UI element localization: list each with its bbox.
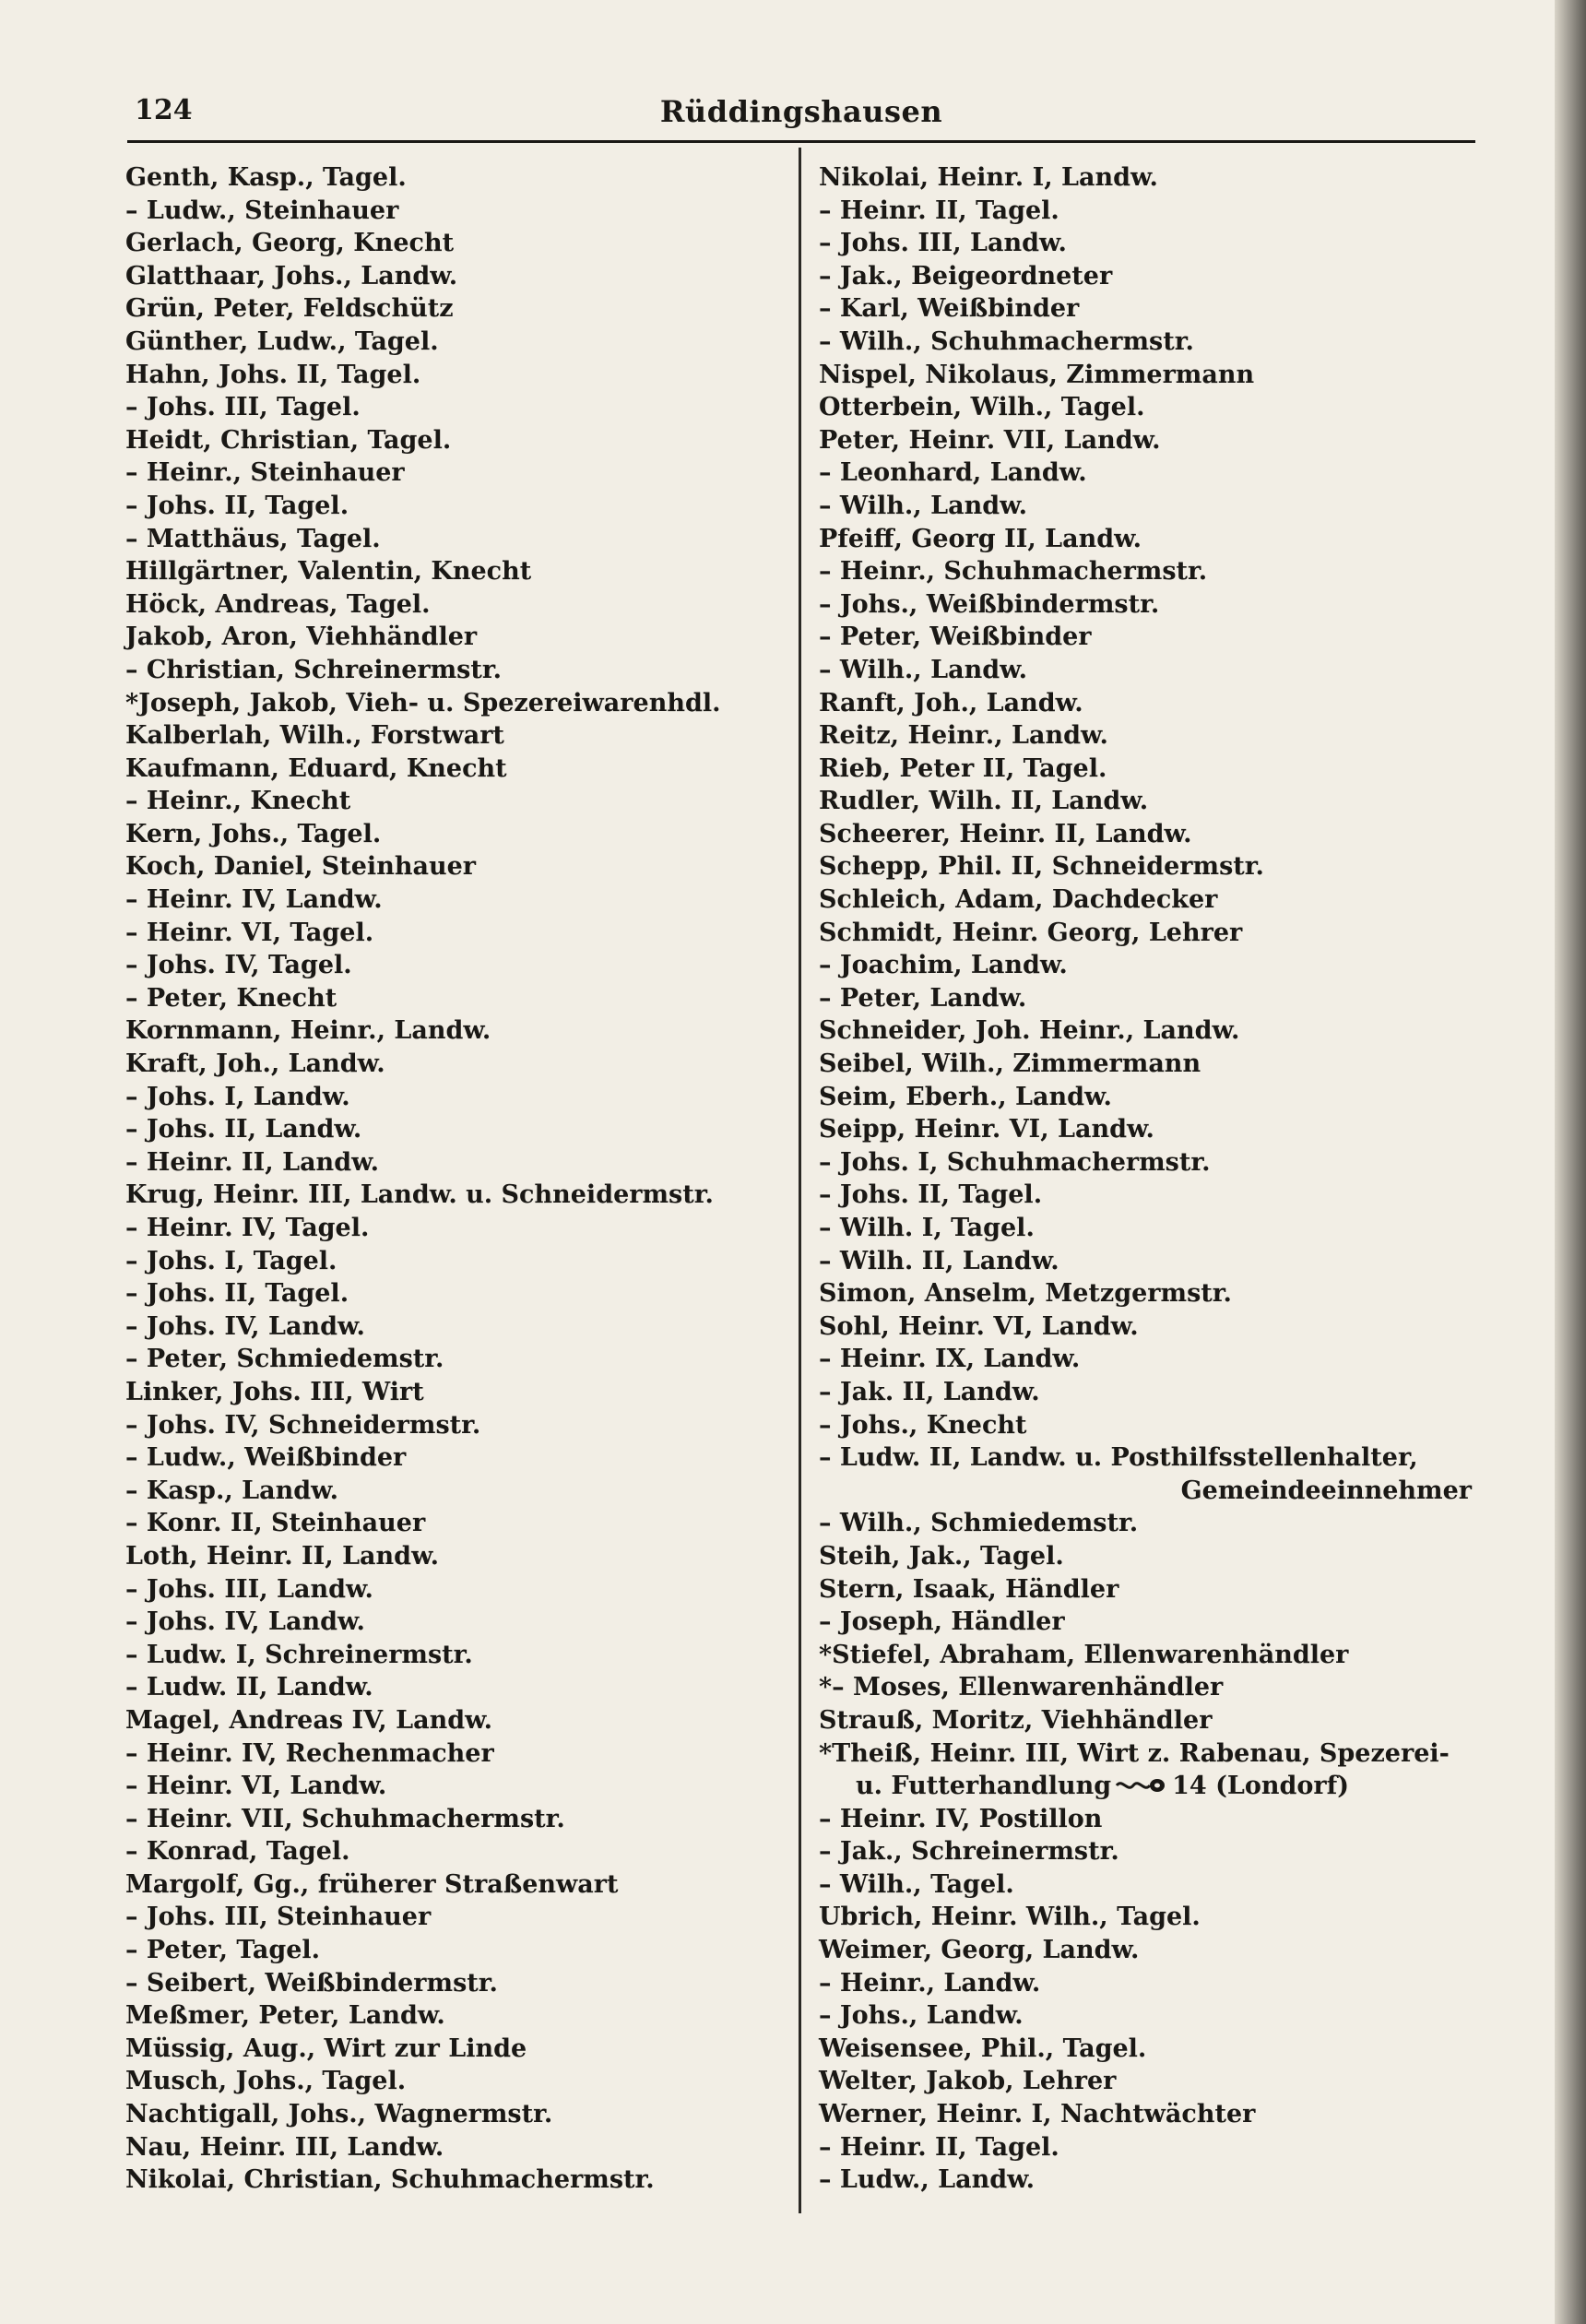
directory-entry: – Heinr. VI, Landw. — [125, 1772, 387, 1801]
directory-entry: Steih, Jak., Tagel. — [819, 1541, 1064, 1571]
directory-entry: – Ludw. II, Landw. u. Posthilfsstellenhalter, — [819, 1443, 1418, 1473]
directory-entry: Nau, Heinr. III, Landw. — [125, 2132, 444, 2162]
directory-entry: Weimer, Georg, Landw. — [819, 1936, 1140, 1965]
directory-entry: – Peter, Schmiedemstr. — [125, 1345, 444, 1374]
directory-entry: Müssig, Aug., Wirt zur Linde — [125, 2034, 527, 2063]
directory-entry: Seim, Eberh., Landw. — [819, 1082, 1112, 1111]
directory-entry: – Heinr., Landw. — [819, 1968, 1041, 1998]
directory-entry: – Johs. II, Tagel. — [125, 1279, 349, 1309]
directory-entry: *Joseph, Jakob, Vieh- u. Spezereiwarenhdl. — [125, 688, 721, 717]
directory-entry: – Matthäus, Tagel. — [125, 524, 381, 553]
directory-entry: Nikolai, Heinr. I, Landw. — [819, 163, 1158, 192]
directory-entry: – Jak., Schreinermstr. — [819, 1837, 1119, 1867]
directory-entry: – Wilh., Landw. — [819, 655, 1028, 684]
directory-entry: – Johs. III, Landw. — [819, 229, 1067, 258]
directory-entry: – Johs. II, Tagel. — [125, 491, 349, 520]
directory-entry: – Johs. I, Landw. — [125, 1082, 350, 1111]
directory-entry: – Heinr. IX, Landw. — [819, 1345, 1081, 1374]
directory-entry: – Johs. IV, Landw. — [125, 1311, 365, 1341]
directory-entry: Schmidt, Heinr. Georg, Lehrer — [819, 918, 1243, 947]
directory-entry: – Wilh., Schuhmachermstr. — [819, 326, 1194, 356]
directory-entry: – Johs. IV, Landw. — [125, 1607, 365, 1637]
directory-entry: Rudler, Wilh. II, Landw. — [819, 787, 1149, 816]
directory-entry: Ranft, Joh., Landw. — [819, 688, 1083, 717]
directory-entry: – Heinr. IV, Tagel. — [125, 1214, 370, 1242]
directory-entry: Simon, Anselm, Metzgermstr. — [819, 1279, 1232, 1309]
directory-entry: – Ludw., Steinhauer — [125, 196, 399, 225]
directory-entry: Nachtigall, Johs., Wagnermstr. — [125, 2100, 553, 2129]
directory-entry: Seibel, Wilh., Zimmermann — [819, 1049, 1201, 1079]
directory-entry: – Johs. III, Landw. — [125, 1574, 373, 1604]
directory-entry: Meßmer, Peter, Landw. — [125, 2001, 445, 2031]
directory-entry: Nispel, Nikolaus, Zimmermann — [819, 360, 1255, 389]
column-divider — [799, 148, 801, 2213]
directory-entry: Musch, Johs., Tagel. — [125, 2067, 407, 2096]
directory-entry: Magel, Andreas IV, Landw. — [125, 1705, 493, 1735]
directory-entry: – Seibert, Weißbindermstr. — [125, 1968, 498, 1998]
directory-entry: – Heinr., Schuhmachermstr. — [819, 557, 1208, 587]
directory-entry: – Ludw. I, Schreinermstr. — [125, 1640, 473, 1669]
directory-entry: Heidt, Christian, Tagel. — [125, 425, 452, 455]
directory-entry: Margolf, Gg., früherer Straßenwart — [125, 1869, 619, 1899]
directory-entry: – Peter, Knecht — [125, 983, 337, 1013]
directory-entry: Höck, Andreas, Tagel. — [125, 589, 431, 619]
directory-entry: – Peter, Landw. — [819, 983, 1027, 1013]
directory-entry: Ubrich, Heinr. Wilh., Tagel. — [819, 1903, 1201, 1932]
directory-entry: – Peter, Weißbinder — [819, 622, 1092, 652]
directory-entry: – Heinr. II, Tagel. — [819, 2132, 1059, 2162]
directory-entry: Schepp, Phil. II, Schneidermstr. — [819, 852, 1264, 882]
directory-entry: Günther, Ludw., Tagel. — [125, 326, 439, 356]
directory-entry: Welter, Jakob, Lehrer — [819, 2067, 1117, 2096]
directory-entry: – Johs. II, Landw. — [125, 1115, 362, 1144]
directory-entry: Kaufmann, Eduard, Knecht — [125, 753, 507, 783]
directory-entry: Scheerer, Heinr. II, Landw. — [819, 819, 1192, 848]
directory-entry: Hillgärtner, Valentin, Knecht — [125, 557, 532, 587]
directory-entry: Grün, Peter, Feldschütz — [125, 294, 454, 324]
directory-entry: Gemeindeeinnehmer — [1180, 1476, 1472, 1505]
directory-entry: – Heinr. IV, Landw. — [125, 885, 383, 915]
directory-entry: – Jak. II, Landw. — [819, 1377, 1040, 1406]
directory-entry: – Ludw., Landw. — [819, 2165, 1036, 2195]
directory-entry — [819, 1770, 1475, 1803]
directory-entry: – Peter, Tagel. — [125, 1936, 321, 1965]
directory-entry: – Heinr., Knecht — [125, 787, 351, 816]
entry-text: u. Futterhandlung — [856, 1772, 1112, 1801]
page-edge-shadow — [1555, 0, 1586, 2324]
directory-entry: – Johs., Weißbindermstr. — [819, 589, 1160, 619]
directory-entry: – Johs. I, Tagel. — [125, 1246, 337, 1275]
directory-entry: – Heinr. VI, Tagel. — [125, 918, 374, 947]
running-title: Rüddingshausen — [659, 94, 943, 129]
directory-entry: Werner, Heinr. I, Nachtwächter — [819, 2100, 1256, 2129]
telephone-number: 14 (Londorf) — [1172, 1772, 1350, 1801]
directory-entry: – Johs. III, Tagel. — [125, 393, 361, 422]
directory-entry: – Johs. I, Schuhmachermstr. — [819, 1147, 1211, 1177]
directory-entry: Reitz, Heinr., Landw. — [819, 721, 1108, 751]
directory-entry: – Leonhard, Landw. — [819, 458, 1087, 488]
directory-entry: Seipp, Heinr. VI, Landw. — [819, 1115, 1154, 1144]
directory-entry: – Johs. IV, Tagel. — [125, 951, 352, 980]
directory-entry: – Joachim, Landw. — [819, 951, 1068, 980]
directory-entry: – Johs. II, Tagel. — [819, 1180, 1043, 1210]
directory-entry: – Heinr. IV, Rechenmacher — [125, 1738, 494, 1768]
directory-entry: – Heinr. VII, Schuhmachermstr. — [125, 1804, 565, 1833]
directory-entry: – Jak., Beigeordneter — [819, 261, 1113, 290]
directory-entry: – Heinr. II, Tagel. — [819, 196, 1059, 225]
telephone-icon — [1115, 1776, 1166, 1795]
directory-entry: – Heinr., Steinhauer — [125, 458, 405, 488]
directory-entry: Sohl, Heinr. VI, Landw. — [819, 1311, 1139, 1341]
directory-entry: – Wilh. II, Landw. — [819, 1246, 1059, 1275]
directory-entry: – Johs. IV, Schneidermstr. — [125, 1410, 481, 1440]
directory-entry: – Wilh., Landw. — [819, 491, 1028, 520]
directory-entry: Genth, Kasp., Tagel. — [125, 163, 407, 192]
directory-entry: Hahn, Johs. II, Tagel. — [125, 360, 421, 389]
right-column — [819, 161, 1475, 2197]
directory-entry: Stern, Isaak, Händler — [819, 1574, 1119, 1604]
directory-entry: – Johs. III, Steinhauer — [125, 1903, 432, 1932]
directory-entry: – Wilh., Tagel. — [819, 1869, 1014, 1899]
directory-entry: Glatthaar, Johs., Landw. — [125, 261, 458, 290]
directory-entry: Rieb, Peter II, Tagel. — [819, 753, 1107, 783]
directory-entry: Weisensee, Phil., Tagel. — [819, 2034, 1147, 2063]
directory-entry: Kraft, Joh., Landw. — [125, 1049, 385, 1079]
directory-entry: Nikolai, Christian, Schuhmachermstr. — [125, 2165, 655, 2195]
directory-entry: Strauß, Moritz, Viehhändler — [819, 1705, 1213, 1735]
header-rule — [127, 140, 1475, 143]
directory-entry: – Joseph, Händler — [819, 1607, 1065, 1637]
page-header — [127, 92, 1475, 140]
directory-entry: – Kasp., Landw. — [125, 1476, 339, 1505]
directory-entry: Schleich, Adam, Dachdecker — [819, 885, 1218, 915]
directory-entry: *Stiefel, Abraham, Ellenwarenhändler — [819, 1640, 1349, 1669]
directory-entry: *Theiß, Heinr. III, Wirt z. Rabenau, Spezerei- — [819, 1738, 1450, 1768]
directory-entry: Kalberlah, Wilh., Forstwart — [125, 721, 504, 751]
directory-entry: – Konrad, Tagel. — [125, 1837, 350, 1867]
directory-entry: – Wilh. I, Tagel. — [819, 1214, 1035, 1242]
directory-entry: Linker, Johs. III, Wirt — [125, 1377, 424, 1406]
directory-entry: Gerlach, Georg, Knecht — [125, 229, 455, 258]
directory-entry: Kornmann, Heinr., Landw. — [125, 1016, 491, 1046]
directory-entry: Otterbein, Wilh., Tagel. — [819, 393, 1145, 422]
directory-entry: Krug, Heinr. III, Landw. u. Schneidermstr. — [125, 1180, 714, 1210]
directory-entry: – Wilh., Schmiedemstr. — [819, 1509, 1139, 1538]
directory-entry: – Ludw. II, Landw. — [125, 1673, 373, 1702]
page-number: 124 — [135, 94, 193, 126]
directory-entry: Loth, Heinr. II, Landw. — [125, 1541, 439, 1571]
left-column — [125, 161, 789, 2197]
directory-entry: Koch, Daniel, Steinhauer — [125, 852, 476, 882]
directory-entry: – Heinr. II, Landw. — [125, 1147, 379, 1177]
directory-entry: – Konr. II, Steinhauer — [125, 1509, 426, 1538]
directory-entry: Kern, Johs., Tagel. — [125, 819, 382, 848]
directory-entry: – Christian, Schreinermstr. — [125, 655, 503, 684]
directory-entry: – Heinr. IV, Postillon — [819, 1804, 1103, 1833]
directory-entry: Peter, Heinr. VII, Landw. — [819, 425, 1161, 455]
directory-entry: *– Moses, Ellenwarenhändler — [819, 1673, 1224, 1702]
directory-entry: – Karl, Weißbinder — [819, 294, 1080, 324]
directory-entry: – Johs., Knecht — [819, 1410, 1027, 1440]
directory-entry: Jakob, Aron, Viehhändler — [125, 622, 478, 652]
directory-entry: Pfeiff, Georg II, Landw. — [819, 524, 1142, 553]
directory-entry: Schneider, Joh. Heinr., Landw. — [819, 1016, 1240, 1046]
directory-entry: – Johs., Landw. — [819, 2001, 1024, 2031]
directory-entry: – Ludw., Weißbinder — [125, 1443, 407, 1473]
